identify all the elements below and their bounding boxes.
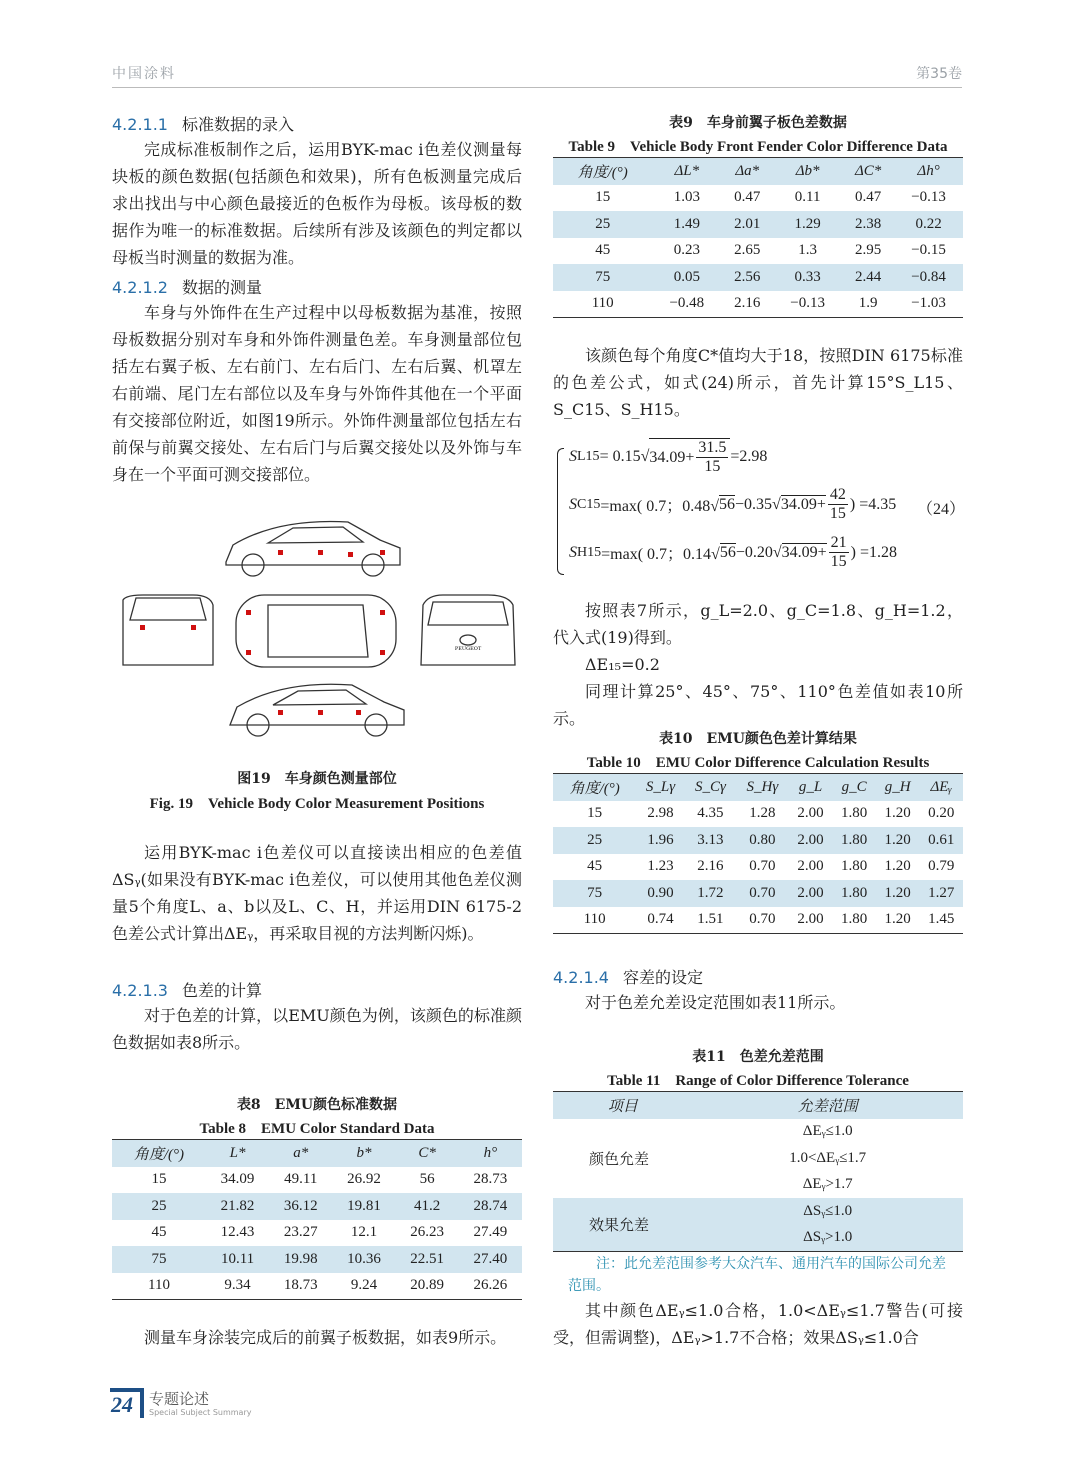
paragraph: 完成标准板制作之后，运用BYK-mac i色差仪测量每块板的颜色数据(包括颜色和效果)，所有色板测量完成后求出找出与中心颜色最接近的色板作为母板。该母板的数据作为唯一的标准数据。后续所有涉及该颜色的判定都以母板当时测量的数据为准。 bbox=[112, 140, 522, 267]
table-row bbox=[112, 1193, 522, 1220]
subscript: H15 bbox=[577, 544, 602, 560]
paragraph: 测量车身涂装完成后的前翼子板数据，如表9所示。 bbox=[144, 1328, 507, 1347]
table-caption-en: Table 11 Range of Color Difference Tolerance bbox=[607, 1073, 909, 1089]
table-cell: 28.73 bbox=[473, 1171, 508, 1188]
table-cell: 0.20 bbox=[928, 805, 955, 822]
footer-section-cn: 专题论述 bbox=[149, 1390, 210, 1408]
paragraph: 同理计算25°、45°、75°、110°色差值如表10所示。 bbox=[553, 682, 963, 728]
table-cell: 1.28 bbox=[749, 805, 776, 822]
column-header: 允差范围 bbox=[692, 1092, 963, 1119]
paragraph: 车身与外饰件在生产过程中以母板数据为基准，按照母板数据分别对车身和外饰件测量色差。车身测量部位包括左右翼子板、左右前门、左右后门、左右后翼、机罩左右前端、尾门左右部位以及车身与外饰件其他在一个平面有交接部位附近，如图19所示。外饰件测量部位包括左右前保与前翼交接处、左右后门与后翼交接处以及外饰与车身在一个平面可测交接部位。 bbox=[112, 303, 522, 484]
table-cell: 75 bbox=[553, 880, 636, 907]
column-header: C* bbox=[396, 1140, 459, 1167]
table-cell: 0.61 bbox=[919, 827, 963, 854]
column-header: Δa* bbox=[721, 158, 773, 185]
column-header: Δh° bbox=[894, 158, 963, 185]
column-header: g_C bbox=[832, 774, 876, 801]
table-cell: 0.70 bbox=[736, 880, 789, 907]
result: ) =1.28 bbox=[850, 543, 898, 561]
table-cell: 1.80 bbox=[832, 880, 876, 907]
table-cell: 1.20 bbox=[876, 827, 920, 854]
column-header: a* bbox=[269, 1140, 332, 1167]
table-cell: 0.47 bbox=[734, 189, 761, 206]
section-heading bbox=[553, 965, 703, 988]
table-cell: 2.16 bbox=[697, 858, 724, 875]
table-cell: 1.27 bbox=[919, 880, 963, 907]
table-cell: 1.20 bbox=[876, 907, 920, 934]
table-cell: 28.74 bbox=[459, 1193, 522, 1220]
table-cell: 2.01 bbox=[721, 211, 773, 238]
table-cell: 34.09 bbox=[220, 1171, 255, 1188]
table-cell: 27.40 bbox=[459, 1246, 522, 1273]
sqrt-body: 34.09+ bbox=[781, 544, 827, 561]
table-cell: 0.23 bbox=[673, 242, 700, 259]
table-cell: 9.34 bbox=[206, 1273, 269, 1300]
table-cell: 10.36 bbox=[332, 1246, 395, 1273]
term: =max( 0.7；0.48√ bbox=[600, 498, 720, 515]
table-cell: 20.89 bbox=[396, 1273, 459, 1300]
table-cell: 1.0<ΔEᵧ≤1.7 bbox=[789, 1149, 867, 1166]
result: =2.98 bbox=[730, 448, 768, 465]
car-figure bbox=[118, 510, 518, 760]
table-cell: 12.43 bbox=[220, 1224, 255, 1241]
table-row bbox=[553, 854, 963, 881]
table-9 bbox=[553, 157, 963, 318]
column-header: ΔL* bbox=[652, 158, 721, 185]
table-cell: 26.23 bbox=[410, 1224, 445, 1241]
numerator: 31.5 bbox=[698, 439, 727, 456]
term: −0.35√ bbox=[735, 495, 781, 513]
section-title: 容差的设定 bbox=[622, 968, 703, 987]
equation-result: ΔE₁₅=0.2 bbox=[585, 655, 660, 674]
symbol: S bbox=[569, 543, 577, 561]
table-cell: −0.48 bbox=[652, 291, 721, 318]
column-header: 项目 bbox=[553, 1092, 692, 1119]
sqrt-body bbox=[649, 438, 730, 476]
table-cell: 45 bbox=[151, 1224, 167, 1241]
denominator: 15 bbox=[829, 505, 846, 522]
column-header: 角度/(°) bbox=[553, 774, 636, 801]
table-cell: 1.3 bbox=[798, 242, 817, 259]
table-cell: 56 bbox=[419, 1171, 435, 1188]
table-cell: 75 bbox=[112, 1246, 206, 1273]
column-header: ΔEᵧ bbox=[919, 774, 963, 801]
figure-caption-en: Fig. 19 Vehicle Body Color Measurement Positions bbox=[149, 796, 485, 812]
table-cell: ΔSᵧ>1.0 bbox=[692, 1225, 963, 1252]
section-heading bbox=[112, 978, 262, 1001]
table-cell: 0.70 bbox=[736, 907, 789, 934]
table-row bbox=[553, 211, 963, 238]
table-row bbox=[553, 1119, 963, 1146]
emblem-text: PEUGEOT bbox=[454, 646, 482, 652]
table-cell: 49.11 bbox=[284, 1171, 318, 1188]
table-cell: 26.26 bbox=[459, 1273, 522, 1300]
table-cell: 2.98 bbox=[647, 805, 674, 822]
table-caption-en: Table 8 EMU Color Standard Data bbox=[199, 1121, 435, 1137]
section-title: 色差的计算 bbox=[181, 981, 262, 1000]
table-cell: 1.03 bbox=[673, 189, 700, 206]
table-cell: 0.74 bbox=[636, 907, 685, 934]
table-cell: 0.05 bbox=[652, 264, 721, 291]
column-header: Δb* bbox=[773, 158, 842, 185]
term: =max( 0.7；0.14√ bbox=[601, 546, 720, 563]
table-cell: ΔEᵧ>1.7 bbox=[802, 1176, 853, 1193]
table-cell: 2.38 bbox=[842, 211, 894, 238]
section-number: 4.2.1.1 bbox=[112, 115, 168, 134]
table-cell: 1.20 bbox=[876, 880, 920, 907]
table-cell: 1.20 bbox=[884, 805, 911, 822]
table-note: 注：此允差范围参考大众汽车、通用汽车的国际公司允差范围。 bbox=[568, 1256, 946, 1294]
table-cell: 0.22 bbox=[894, 211, 963, 238]
page-number: 24 bbox=[111, 1392, 133, 1417]
section-title: 标准数据的录入 bbox=[181, 115, 294, 134]
brace bbox=[557, 448, 564, 575]
table-10 bbox=[553, 773, 963, 934]
table-cell: 18.73 bbox=[269, 1273, 332, 1300]
fraction bbox=[828, 486, 848, 523]
table-cell: −1.03 bbox=[894, 291, 963, 318]
table-cell: 9.24 bbox=[332, 1273, 395, 1300]
section-heading bbox=[112, 275, 262, 298]
header-row bbox=[553, 1092, 963, 1119]
footer-section-en: Special Subject Summary bbox=[149, 1408, 252, 1417]
paragraph: 对于色差允差设定范围如表11所示。 bbox=[585, 993, 846, 1012]
section-heading bbox=[112, 112, 294, 135]
table-cell: 1.80 bbox=[832, 827, 876, 854]
table-11 bbox=[553, 1091, 963, 1252]
table-cell: 3.13 bbox=[685, 827, 736, 854]
column-header: b* bbox=[332, 1140, 395, 1167]
fraction bbox=[696, 439, 728, 476]
table-cell: 0.80 bbox=[736, 827, 789, 854]
section-number: 4.2.1.2 bbox=[112, 278, 168, 297]
table-row bbox=[553, 291, 963, 318]
column-header: 角度/(°) bbox=[553, 158, 652, 185]
table-cell: −0.13 bbox=[773, 291, 842, 318]
table-cell: 27.49 bbox=[473, 1224, 508, 1241]
denominator: 15 bbox=[704, 458, 721, 475]
journal-name: 中国涂料 bbox=[112, 66, 176, 82]
subscript: L15 bbox=[577, 449, 600, 464]
table-cell: 2.95 bbox=[854, 242, 882, 259]
header-row bbox=[553, 774, 963, 801]
table-row bbox=[553, 907, 963, 934]
table-cell: 1.96 bbox=[636, 827, 685, 854]
table-cell: 1.20 bbox=[884, 858, 911, 875]
table-cell: 22.51 bbox=[396, 1246, 459, 1273]
table-cell: 1.80 bbox=[840, 858, 868, 875]
table-cell: 2.00 bbox=[797, 858, 824, 875]
equation-number: （24） bbox=[916, 501, 965, 518]
table-cell: 23.27 bbox=[283, 1224, 318, 1241]
table-cell: 颜色允差 bbox=[589, 1151, 650, 1168]
table-cell: 0.90 bbox=[636, 880, 685, 907]
table-cell: 25 bbox=[553, 827, 636, 854]
table-cell: 110 bbox=[553, 907, 636, 934]
sqrt-body: 56 bbox=[719, 544, 736, 561]
table-cell: 0.79 bbox=[928, 858, 955, 875]
equation-24 bbox=[555, 438, 965, 583]
result: ) =4.35 bbox=[849, 495, 897, 513]
table-cell: −0.13 bbox=[911, 189, 946, 206]
table-row bbox=[112, 1246, 522, 1273]
section-number: 4.2.1.3 bbox=[112, 981, 168, 1000]
paragraph: 对于色差的计算，以EMU颜色为例，该颜色的标准颜色数据如表8所示。 bbox=[112, 1006, 522, 1052]
table-cell: 1.23 bbox=[647, 858, 674, 875]
symbol: S bbox=[569, 495, 577, 513]
section-number: 4.2.1.4 bbox=[553, 968, 609, 987]
fraction bbox=[829, 534, 849, 571]
table-cell: 1.45 bbox=[919, 907, 963, 934]
symbol: S bbox=[569, 448, 577, 465]
equation-line bbox=[569, 438, 767, 476]
table-row bbox=[553, 827, 963, 854]
table-caption-cn: 表8 EMU颜色标准数据 bbox=[236, 1097, 398, 1113]
column-header: S_Lγ bbox=[636, 774, 685, 801]
sqrt-body: 34.09+ bbox=[780, 496, 826, 513]
table-cell: 2.44 bbox=[842, 264, 894, 291]
table-caption-cn: 表10 EMU颜色色差计算结果 bbox=[659, 731, 857, 747]
volume: 第35卷 bbox=[916, 66, 962, 82]
table-cell: 1.80 bbox=[840, 805, 868, 822]
table-cell: 2.00 bbox=[789, 880, 833, 907]
table-row bbox=[553, 801, 963, 828]
equation-line bbox=[569, 534, 897, 571]
table-cell: 0.47 bbox=[854, 189, 882, 206]
table-cell: 2.65 bbox=[734, 242, 761, 259]
table-cell: 1.80 bbox=[832, 907, 876, 934]
table-caption-cn: 表11 色差允差范围 bbox=[692, 1049, 824, 1065]
table-row bbox=[553, 264, 963, 291]
column-header: g_H bbox=[876, 774, 920, 801]
column-header: L* bbox=[206, 1140, 269, 1167]
table-cell: 1.51 bbox=[685, 907, 736, 934]
equation-line bbox=[569, 486, 896, 523]
table-cell: 19.81 bbox=[332, 1193, 395, 1220]
term: = 0.15√ bbox=[599, 448, 650, 465]
table-cell: 110 bbox=[553, 291, 652, 318]
subscript: C15 bbox=[577, 496, 601, 512]
table-caption-en: Table 10 EMU Color Difference Calculation Results bbox=[586, 755, 930, 771]
numerator: 21 bbox=[830, 534, 847, 551]
paragraph: 按照表7所示，g_L=2.0、g_C=1.8、g_H=1.2，代入式(19)得到。 bbox=[553, 601, 963, 647]
table-cell: 0.11 bbox=[794, 189, 821, 206]
table-8 bbox=[112, 1139, 522, 1300]
table-cell: 21.82 bbox=[206, 1193, 269, 1220]
table-caption-cn: 表9 车身前翼子板色差数据 bbox=[669, 115, 847, 131]
table-cell: 75 bbox=[553, 264, 652, 291]
table-row bbox=[553, 1198, 963, 1225]
header-rule bbox=[112, 87, 962, 88]
table-cell: 4.35 bbox=[697, 805, 724, 822]
table-cell: 1.29 bbox=[773, 211, 842, 238]
column-header: S_Cγ bbox=[685, 774, 736, 801]
table-cell: 2.00 bbox=[789, 907, 833, 934]
table-cell: 41.2 bbox=[396, 1193, 459, 1220]
table-row bbox=[553, 238, 963, 265]
table-cell: 15 bbox=[595, 189, 611, 206]
table-cell: 2.56 bbox=[721, 264, 773, 291]
table-cell: 10.11 bbox=[206, 1246, 269, 1273]
table-row bbox=[112, 1273, 522, 1300]
table-cell: ΔSᵧ≤1.0 bbox=[692, 1198, 963, 1225]
table-cell: 19.98 bbox=[269, 1246, 332, 1273]
table-cell: 2.16 bbox=[721, 291, 773, 318]
column-header: 角度/(°) bbox=[112, 1140, 206, 1167]
table-cell: 110 bbox=[112, 1273, 206, 1300]
table-cell: 效果允差 bbox=[553, 1198, 692, 1252]
table-cell: 1.49 bbox=[652, 211, 721, 238]
table-cell: −0.84 bbox=[894, 264, 963, 291]
section-title: 数据的测量 bbox=[181, 278, 262, 297]
paragraph: 运用BYK-mac i色差仪可以直接读出相应的色差值ΔSᵧ(如果没有BYK-mac i色差仪，可以使用其他色差仪测量5个角度L、a、b以及L、C、H，并运用DIN 6175-2色差公式计算出ΔEᵧ，再采取目视的方法判断闪烁)。 bbox=[112, 843, 522, 943]
table-row bbox=[553, 185, 963, 212]
table-cell: 0.70 bbox=[749, 858, 776, 875]
column-header: g_L bbox=[789, 774, 833, 801]
table-cell: 25 bbox=[553, 211, 652, 238]
table-cell: 45 bbox=[595, 242, 611, 259]
denominator: 15 bbox=[830, 553, 847, 570]
table-cell: 15 bbox=[587, 805, 603, 822]
table-cell: 12.1 bbox=[350, 1224, 378, 1241]
table-cell: 2.00 bbox=[797, 805, 824, 822]
paragraph: 该颜色每个角度C*值均大于18，按照DIN 6175标准的色差公式，如式(24)所示，首先计算15°S_L15、S_C15、S_H15。 bbox=[553, 346, 963, 419]
header-row bbox=[112, 1140, 522, 1167]
figure-caption-cn: 图19 车身颜色测量部位 bbox=[237, 771, 397, 787]
term: 34.09+ bbox=[649, 448, 695, 466]
column-header: h° bbox=[459, 1140, 522, 1167]
term: −0.20√ bbox=[735, 543, 782, 561]
column-header: ΔC* bbox=[842, 158, 894, 185]
table-cell: ΔEᵧ≤1.0 bbox=[802, 1123, 853, 1140]
footer-bar bbox=[140, 1388, 144, 1418]
table-row bbox=[112, 1167, 522, 1194]
table-caption-en: Table 9 Vehicle Body Front Fender Color Difference Data bbox=[568, 139, 948, 155]
table-cell: 1.9 bbox=[842, 291, 894, 318]
table-cell: 36.12 bbox=[269, 1193, 332, 1220]
table-row bbox=[553, 880, 963, 907]
table-row bbox=[112, 1220, 522, 1247]
measurement-markers bbox=[140, 550, 385, 715]
sqrt-body: 56 bbox=[719, 496, 736, 513]
header-row bbox=[553, 158, 963, 185]
table-cell: 15 bbox=[151, 1171, 167, 1188]
table-cell: 2.00 bbox=[789, 827, 833, 854]
table-cell: 0.33 bbox=[773, 264, 842, 291]
numerator: 42 bbox=[829, 486, 846, 503]
table-cell: 25 bbox=[112, 1193, 206, 1220]
table-cell: −0.15 bbox=[911, 242, 946, 259]
table-cell: 1.72 bbox=[685, 880, 736, 907]
table-cell: 45 bbox=[587, 858, 603, 875]
column-header: S_Hγ bbox=[736, 774, 789, 801]
paragraph: 其中颜色ΔEᵧ≤1.0合格，1.0<ΔEᵧ≤1.7警告(可接受，但需调整)，ΔEᵧ>1.7不合格；效果ΔSᵧ≤1.0合 bbox=[553, 1301, 963, 1347]
table-cell: 26.92 bbox=[347, 1171, 381, 1188]
